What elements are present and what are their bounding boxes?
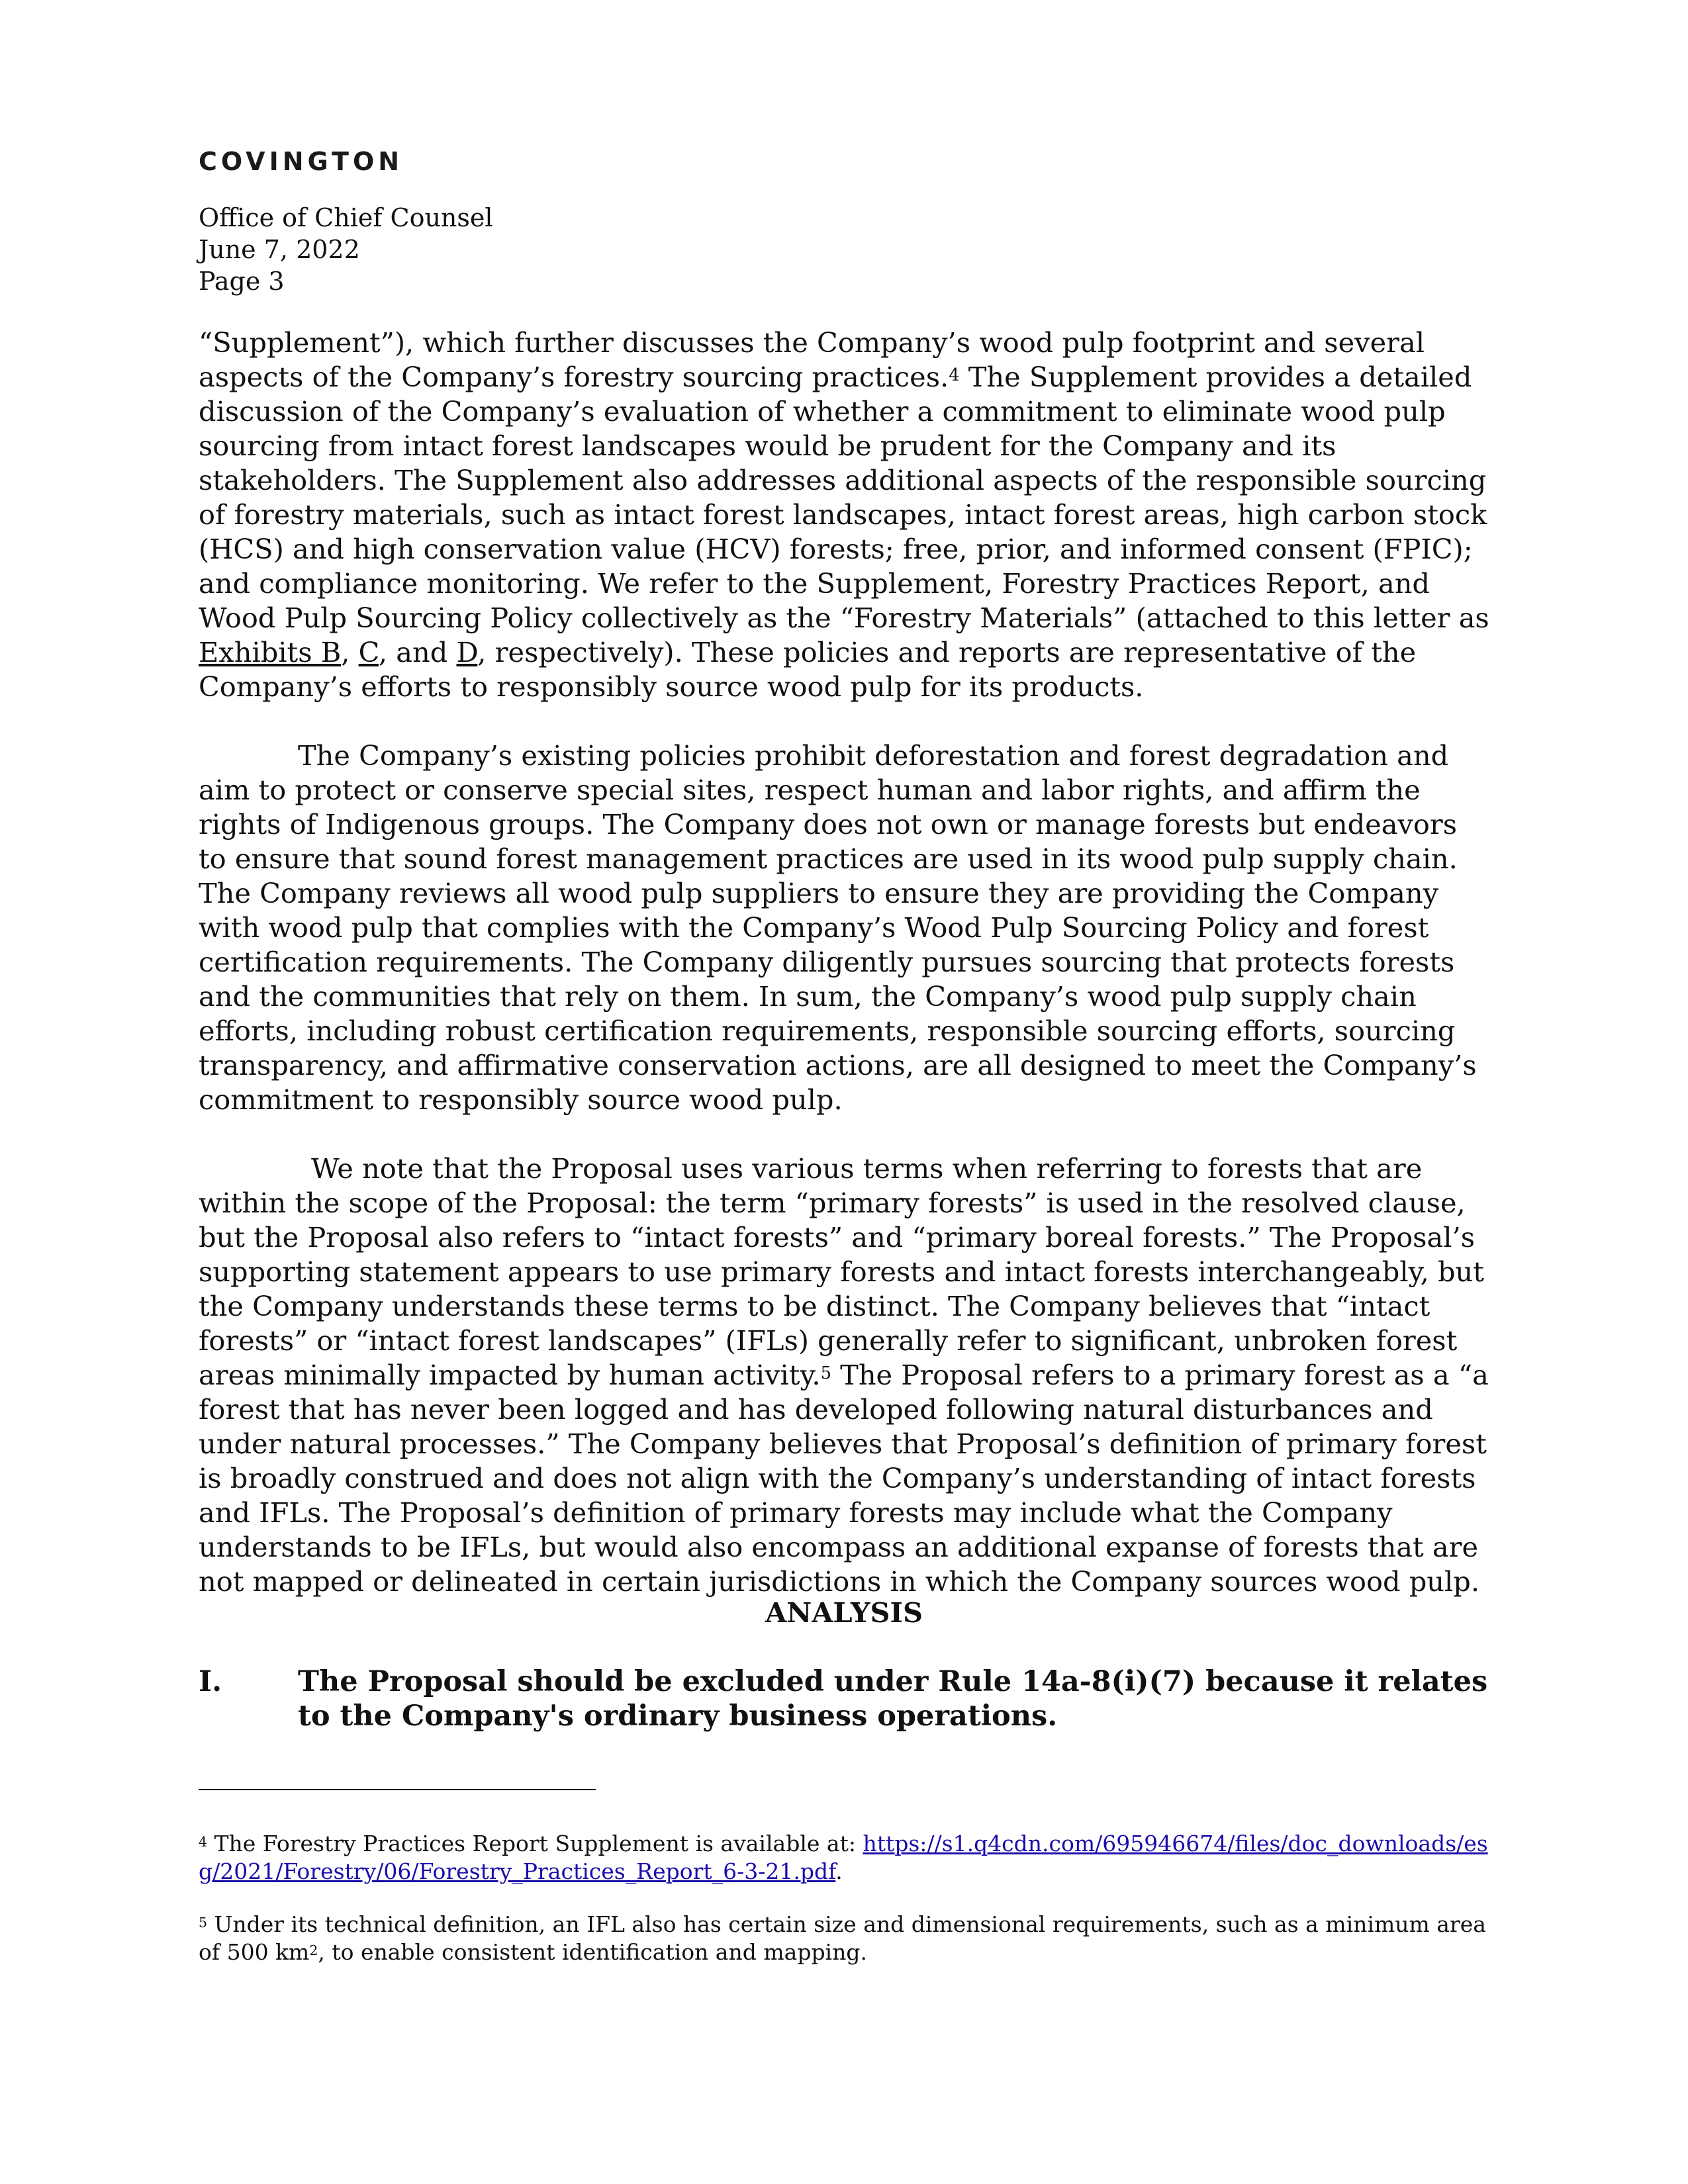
paragraph-text: “Supplement”), which further discusses the Company’s wood pulp footprint and several aspects of the Company’s forestry sourcing practices. xyxy=(199,326,1425,393)
separator-text: , and xyxy=(378,636,457,668)
letter-body xyxy=(199,326,1489,1599)
footnote-text: , to enable consistent identification and mapping. xyxy=(318,1939,867,1965)
footnote-text: Under its technical definition, an IFL also has certain size and dimensional requirements, such as a minimum area of 500 km xyxy=(199,1911,1486,1965)
paragraph-terms xyxy=(199,1152,1489,1599)
footnote-ref-4[interactable]: 4 xyxy=(949,365,960,385)
page-number: Page 3 xyxy=(199,267,285,296)
footnote-text: . xyxy=(835,1858,843,1884)
firm-logo: COVINGTON xyxy=(199,147,404,176)
section-number: I. xyxy=(199,1665,222,1698)
letter-header xyxy=(199,202,493,297)
paragraph-text: The Proposal refers to a primary forest as a “a forest that has never been logged and has developed following natural disturbances and under natural processes.” The Company believes that Proposal’s definition of primary forest is broadly construed and does not align with the Company’s understanding of intact forests and IFLs. The Proposal’s definition of primary forests may include what the Company understands to be IFLs, but would also encompass an additional expanse of forests that are not mapped or delineated in certain jurisdictions in which the Company sources wood pulp. xyxy=(199,1359,1489,1598)
paragraph-text: We note that the Proposal uses various terms when referring to forests that are within the scope of the Proposal: the term “primary forests” is used in the resolved clause, but the Proposal also refers to “intact forests” and “primary boreal forests.” The Proposal’s supporting statement appears to use primary forests and intact forests interchangeably, but the Company understands these terms to be distinct. The Company believes that “intact forests” or “intact forest landscapes” (IFLs) generally refer to significant, unbroken forest areas minimally impacted by human activity. xyxy=(199,1152,1484,1391)
footnote-5 xyxy=(199,1911,1489,1966)
section-heading xyxy=(199,1664,1489,1733)
recipient-line: Office of Chief Counsel xyxy=(199,203,493,232)
superscript-2: 2 xyxy=(309,1942,318,1958)
exhibit-d-ref: D xyxy=(456,636,478,668)
paragraph-policies: The Company’s existing policies prohibit deforestation and forest degradation and aim to protect or conserve special sites, respect human and labor rights, and affirm the rights of Indigenous groups. The Company does not own or manage forests but endeavors to ensure that sound forest management practices are used in its wood pulp supply chain. The Company reviews all wood pulp suppliers to ensure they are providing the Company with wood pulp that complies with the Company’s Wood Pulp Sourcing Policy and forest certification requirements. The Company diligently pursues sourcing that protects forests and the communities that rely on them. In sum, the Company’s wood pulp supply chain efforts, including robust certification requirements, responsible sourcing efforts, sourcing transparency, and affirmative conservation actions, are all designed to meet the Company’s commitment to responsibly source wood pulp. xyxy=(199,739,1477,1116)
exhibit-b-ref: Exhibits B xyxy=(199,636,342,668)
footnote-divider xyxy=(199,1789,596,1790)
paragraph-supplement xyxy=(199,326,1489,704)
exhibit-c-ref: C xyxy=(358,636,379,668)
footnote-4 xyxy=(199,1830,1489,1886)
supplement-link[interactable]: https://s1.q4cdn.com/695946674/files/doc_downloads/esg/2021/Forestry/06/Forestry_Practices_Report_6-3-21.pdf xyxy=(199,1831,1488,1884)
footnote-number: 4 xyxy=(199,1833,208,1850)
footnotes xyxy=(199,1830,1489,1991)
paragraph-text: , respectively). These policies and reports are representative of the Company’s efforts to responsibly source wood pulp for its products. xyxy=(199,636,1417,703)
analysis-heading: ANALYSIS xyxy=(765,1596,923,1629)
footnote-text: The Forestry Practices Report Supplement is available at: xyxy=(207,1831,863,1856)
separator-text: , xyxy=(341,636,359,668)
footnote-number: 5 xyxy=(199,1914,208,1931)
section-title: The Proposal should be excluded under Rule 14a-8(i)(7) because it relates to the Company's ordinary business operations. xyxy=(298,1665,1488,1733)
footnote-ref-5[interactable]: 5 xyxy=(820,1363,831,1383)
paragraph-text: The Supplement provides a detailed discussion of the Company’s evaluation of whether a commitment to eliminate wood pulp sourcing from intact forest landscapes would be prudent for the Company and its stakeholders. The Supplement also addresses additional aspects of the responsible sourcing of forestry materials, such as intact forest landscapes, intact forest areas, high carbon stock (HCS) and high conservation value (HCV) forests; free, prior, and informed consent (FPIC); and compliance monitoring. We refer to the Supplement, Forestry Practices Report, and Wood Pulp Sourcing Policy collectively as the “Forestry Materials” (attached to this letter as xyxy=(199,361,1489,634)
date-line: June 7, 2022 xyxy=(199,235,360,264)
